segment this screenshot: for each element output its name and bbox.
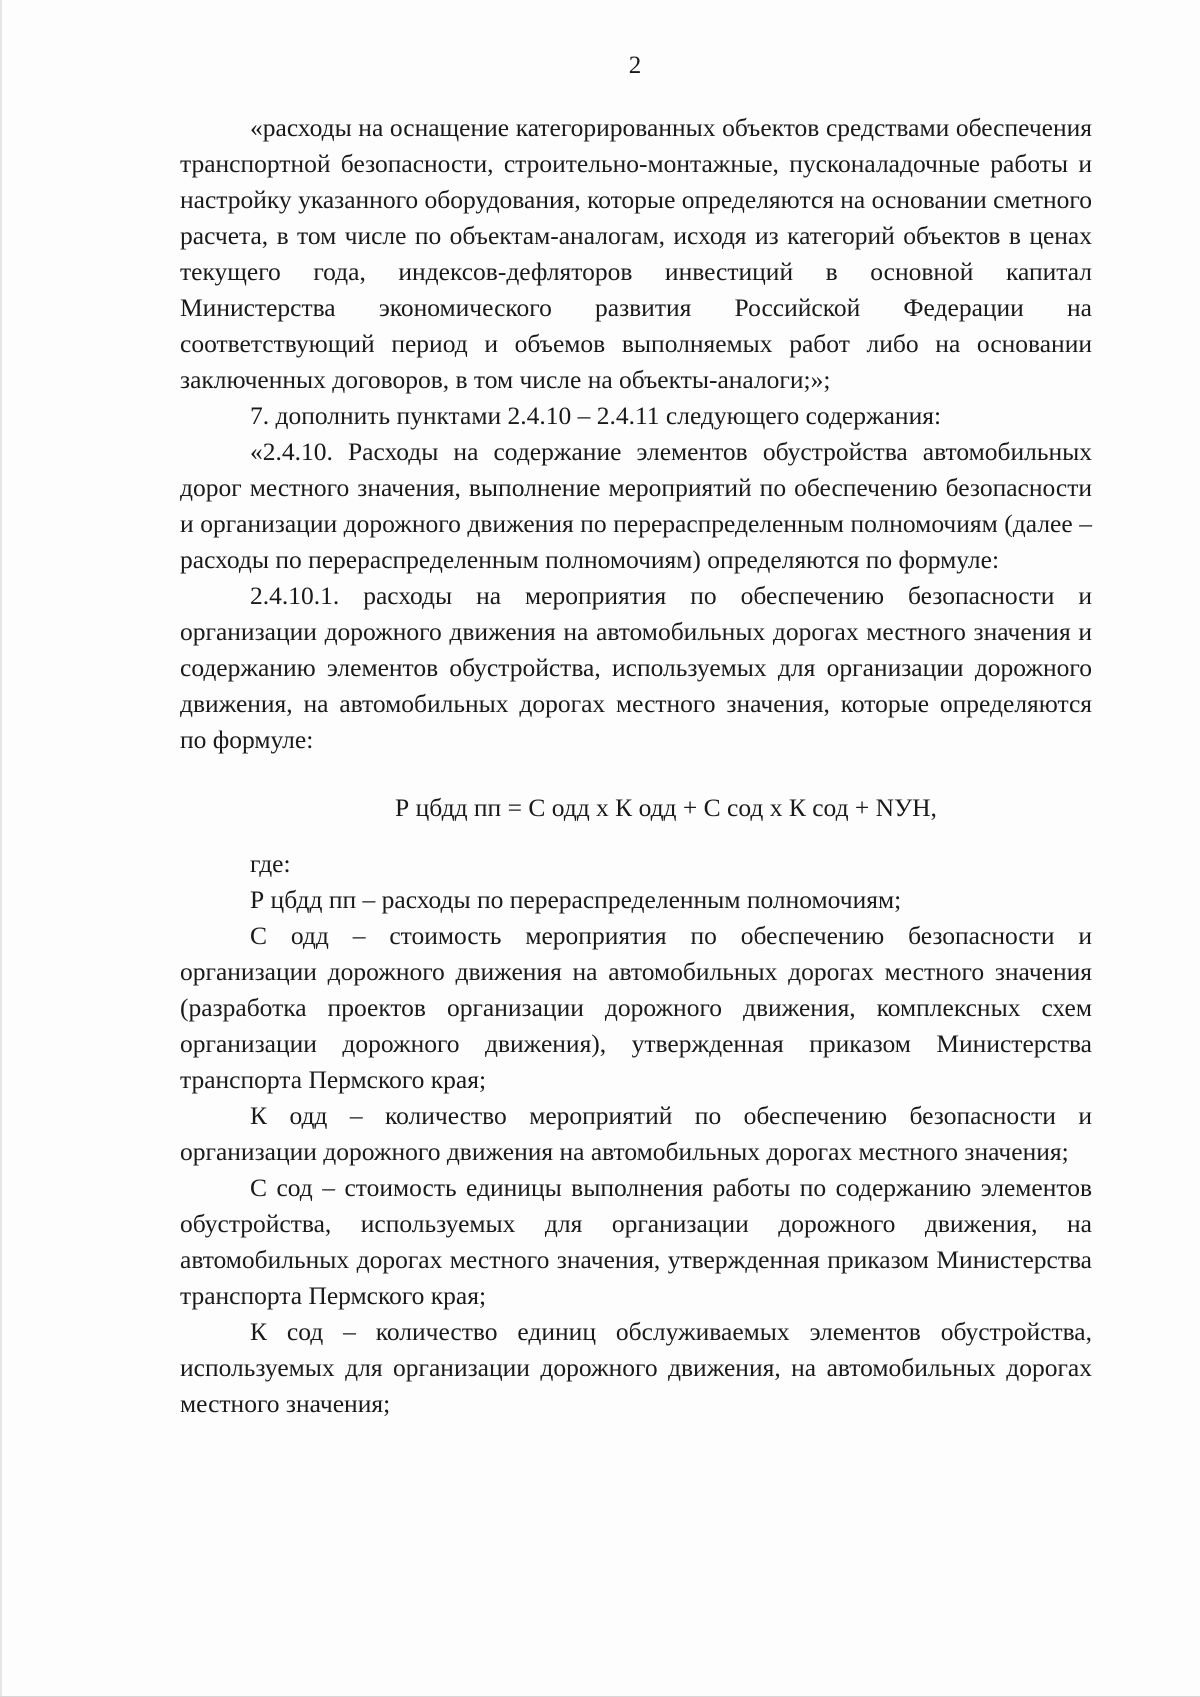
definition-s-odd: С одд – стоимость мероприятия по обеспечению безопасности и организации дорожного движения на автомобильных дорогах местного значения (разработка проектов организации дорожного движения, комплексных схем организации дорожного движения), утвержденная приказом Министерства транспорта Пермского края; <box>180 921 1092 1094</box>
paragraph-expenses-equipment: «расходы на оснащение категорированных объектов средствами обеспечения транспортной безопасности, строительно-монтажные, пусконаладочные работы и настройку указанного оборудования, которые определяются на основании сметного расчета, в том числе по объектам-аналогам, исходя из категорий объектов в ценах текущего года, индексов-дефляторов инвестиций в основной капитал Министерства экономического развития Российской Федерации на соответствующий период и объемов выполняемых работ либо на основании заключенных договоров, в том числе на объекты-аналоги;»; <box>180 113 1092 394</box>
formula: Р цбдд пп = С одд х К одд + С сод х К сод + NУН, <box>395 793 937 822</box>
definition-k-sod: К сод – количество единиц обслуживаемых элементов обустройства, используемых для организации дорожного движения, на автомобильных дорогах местного значения; <box>180 1317 1092 1418</box>
definition-k-odd: К одд – количество мероприятий по обеспечению безопасности и организации дорожного движения на автомобильных дорогах местного значения; <box>180 1101 1092 1166</box>
page-number: 2 <box>628 52 642 79</box>
paragraph-amendment-item-7: 7. дополнить пунктами 2.4.10 – 2.4.11 следующего содержания: <box>250 401 942 430</box>
where-label: где: <box>250 849 291 878</box>
document-body <box>180 110 1092 1422</box>
definition-r-cbdd-pp: Р цбдд пп – расходы по перераспределенным полномочиям; <box>250 885 902 914</box>
paragraph-2-4-10: «2.4.10. Расходы на содержание элементов обустройства автомобильных дорог местного значения, выполнение мероприятий по обеспечению безопасности и организации дорожного движения по перераспределенным полномочиям (далее – расходы по перераспределенным полномочиям) определяются по формуле: <box>180 437 1092 574</box>
paragraph-2-4-10-1: 2.4.10.1. расходы на мероприятия по обеспечению безопасности и организации дорожного движения на автомобильных дорогах местного значения и содержанию элементов обустройства, используемых для организации дорожного движения, на автомобильных дорогах местного значения, которые определяются по формуле: <box>180 581 1092 754</box>
definition-s-sod: С сод – стоимость единицы выполнения работы по содержанию элементов обустройства, используемых для организации дорожного движения, на автомобильных дорогах местного значения, утвержденная приказом Министерства транспорта Пермского края; <box>180 1173 1092 1310</box>
